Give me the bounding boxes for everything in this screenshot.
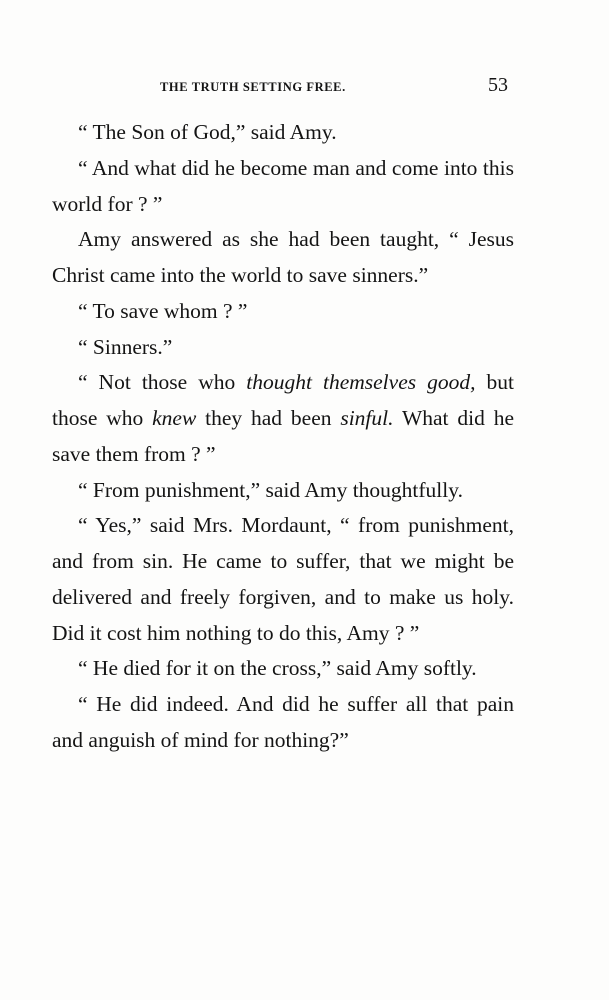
italic-text: knew: [152, 406, 197, 430]
paragraph: [52, 330, 514, 366]
text-segment: “ Not those who: [78, 370, 247, 395]
text-segment: they had been: [196, 406, 341, 430]
running-title: THE TRUTH SETTING FREE.: [160, 80, 346, 94]
paragraph: [52, 651, 514, 687]
paragraph: [52, 115, 514, 151]
text-segment: Amy answered as she had been taught, “ Jesus Christ came into the world to save sinners.”: [52, 227, 514, 287]
paragraph: [52, 151, 514, 223]
paragraph: [52, 508, 514, 651]
page-number: 53: [488, 74, 508, 96]
text-segment: “ The Son of God,” said Amy.: [78, 120, 337, 144]
text-segment: “ To save whom ? ”: [78, 298, 248, 323]
italic-text: sinful.: [340, 406, 394, 430]
text-segment: but those who: [52, 370, 514, 430]
italic-text: thought themselves good,: [246, 370, 476, 395]
text-segment: What did he save them from ? ”: [52, 406, 514, 466]
text-segment: “ Sinners.”: [78, 334, 173, 359]
paragraph: [52, 473, 514, 509]
paragraph: [52, 294, 514, 330]
paragraph: [52, 222, 514, 294]
text-segment: “ And what did he become man and come into this world for ? ”: [52, 155, 514, 216]
text-segment: “ He did indeed. And did he suffer all that pain and anguish of mind for nothing?”: [52, 692, 514, 752]
paragraph: [52, 365, 514, 472]
body-text: [52, 115, 514, 759]
paragraph: [52, 687, 514, 759]
text-segment: “ Yes,” said Mrs. Mordaunt, “ from punishment, and from sin. He came to suffer, that we might be delivered and freely forgiven, and to make us holy. Did it cost him nothing to do this, Amy ? ”: [52, 513, 514, 645]
text-segment: “ From punishment,” said Amy thoughtfully.: [78, 477, 463, 502]
text-segment: “ He died for it on the cross,” said Amy softly.: [78, 656, 477, 681]
